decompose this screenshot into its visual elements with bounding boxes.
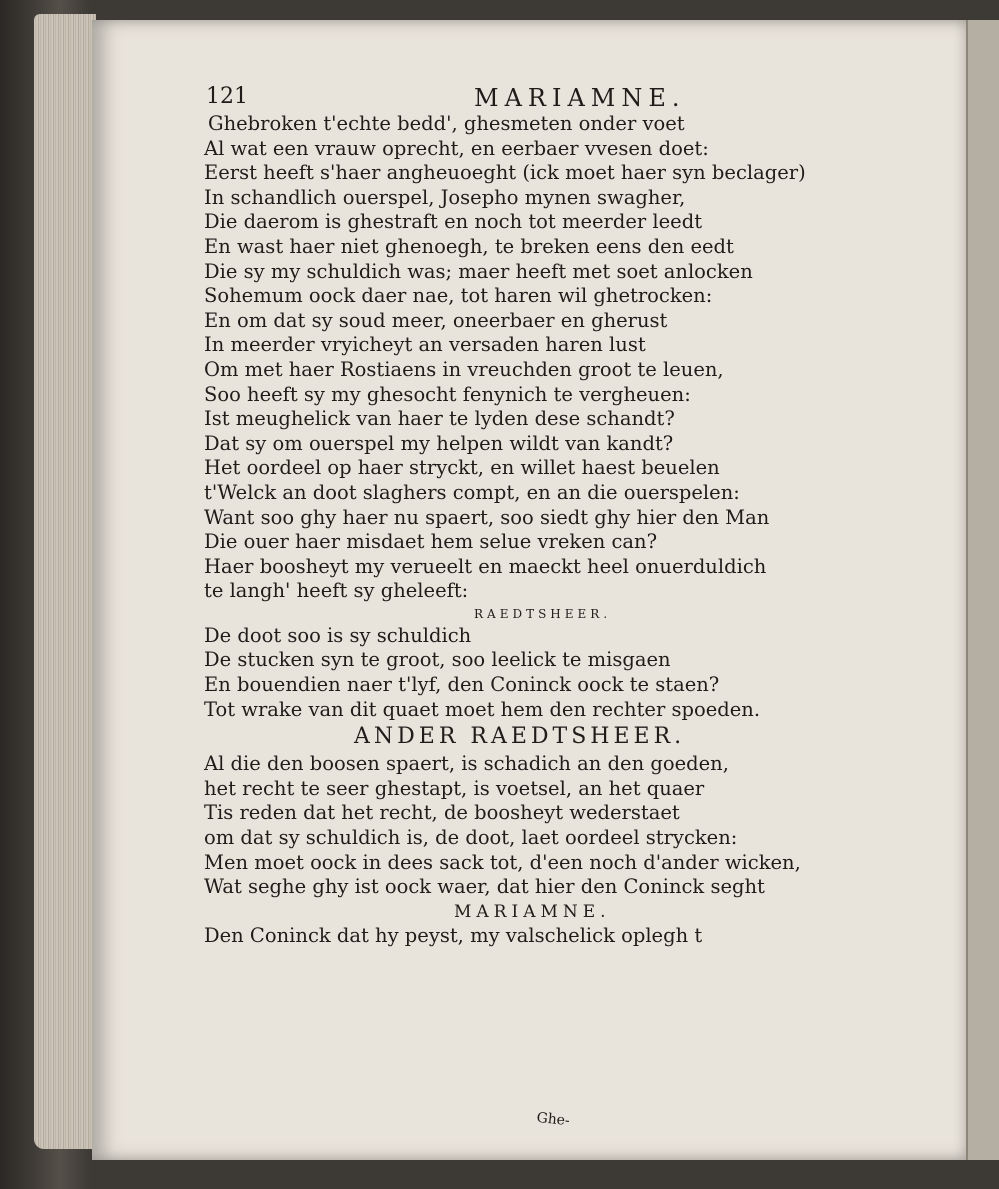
verse-line: Tis reden dat het recht, de boosheyt wederstaet — [204, 801, 680, 825]
verse-line: Ist meughelick van haer te lyden dese schandt? — [204, 407, 675, 431]
speaker-name: MARIAMNE. — [454, 901, 611, 922]
verse-line: Die daerom is ghestraft en noch tot meerder leedt — [204, 210, 703, 234]
running-title: MARIAMNE. — [474, 84, 686, 112]
verse-line: In meerder vryicheyt an versaden haren lust — [204, 333, 646, 357]
verse-line: Al die den boosen spaert, is schadich an den goeden, — [204, 752, 729, 776]
verse-line: Dat sy om ouerspel my helpen wildt van kandt? — [204, 431, 674, 455]
catchword: Ghe- — [535, 1109, 571, 1130]
verse-line: Want soo ghy haer nu spaert, soo siedt ghy hier den Man — [204, 505, 770, 529]
speech-block — [204, 112, 904, 604]
speaker-name: RAEDTSHEER. — [474, 606, 612, 621]
verse-line: Den Coninck dat hy peyst, my valschelick oplegh t — [204, 923, 703, 947]
verse-line: En wast haer niet ghenoegh, te breken eens den eedt — [204, 234, 734, 258]
verse-line: Het oordeel op haer stryckt, en willet haest beuelen — [204, 456, 720, 480]
verse-line: te langh' heeft sy gheleeft: — [204, 579, 469, 603]
verse-line: Men moet oock in dees sack tot, d'een noch d'ander wicken, — [204, 850, 801, 874]
verse-line: Die ouer haer misdaet hem selue vreken can? — [204, 530, 658, 554]
verse-line: De stucken syn te groot, soo leelick te misgaen — [204, 648, 671, 672]
verse-line: om dat sy schuldich is, de doot, laet oordeel strycken: — [204, 826, 738, 850]
verse-line: Haer boosheyt my verueelt en maeckt heel onuerduldich — [204, 554, 767, 578]
speech-block — [204, 900, 904, 949]
verse-line: Tot wrake van dit quaet moet hem den rechter spoeden. — [204, 697, 761, 721]
folio-number: 121 — [206, 84, 248, 109]
facing-page-edge — [966, 20, 999, 1160]
verse-line: Eerst heeft s'haer angheuoeght (ick moet haer syn beclager) — [204, 161, 806, 185]
verse-line: De doot soo is sy schuldich — [204, 623, 472, 647]
page-edges — [34, 14, 96, 1149]
verse-line: Die sy my schuldich was; maer heeft met soet anlocken — [204, 259, 753, 283]
speech-block — [204, 722, 904, 900]
verse-line: Sohemum oock daer nae, tot haren wil ghetrocken: — [204, 284, 713, 308]
verse-line: In schandlich ouerspel, Josepho mynen swagher, — [204, 185, 686, 209]
verse-line: Om met haer Rostiaens in vreuchden groot te leuen, — [204, 357, 724, 381]
verse-line: Al wat een vrauw oprecht, en eerbaer vvesen doet: — [204, 136, 709, 160]
verse-line: En om dat sy soud meer, oneerbaer en gherust — [204, 308, 668, 332]
verse-line: Soo heeft sy my ghesocht fenynich te vergheuen: — [204, 382, 691, 406]
verse-line: Wat seghe ghy ist oock waer, dat hier den Coninck seght — [204, 875, 765, 899]
verse-line: het recht te seer ghestapt, is voetsel, an het quaer — [204, 776, 705, 800]
verse-line: En bouendien naer t'lyf, den Coninck oock te staen? — [204, 673, 720, 697]
verse-line: Ghebroken t'echte bedd', ghesmeten onder voet — [208, 112, 685, 135]
verse-line: t'Welck an doot slaghers compt, en an die ouerspelen: — [204, 480, 740, 504]
speech-block — [204, 604, 904, 722]
speaker-name: ANDER RAEDTSHEER. — [354, 724, 686, 750]
text-block — [204, 112, 904, 948]
